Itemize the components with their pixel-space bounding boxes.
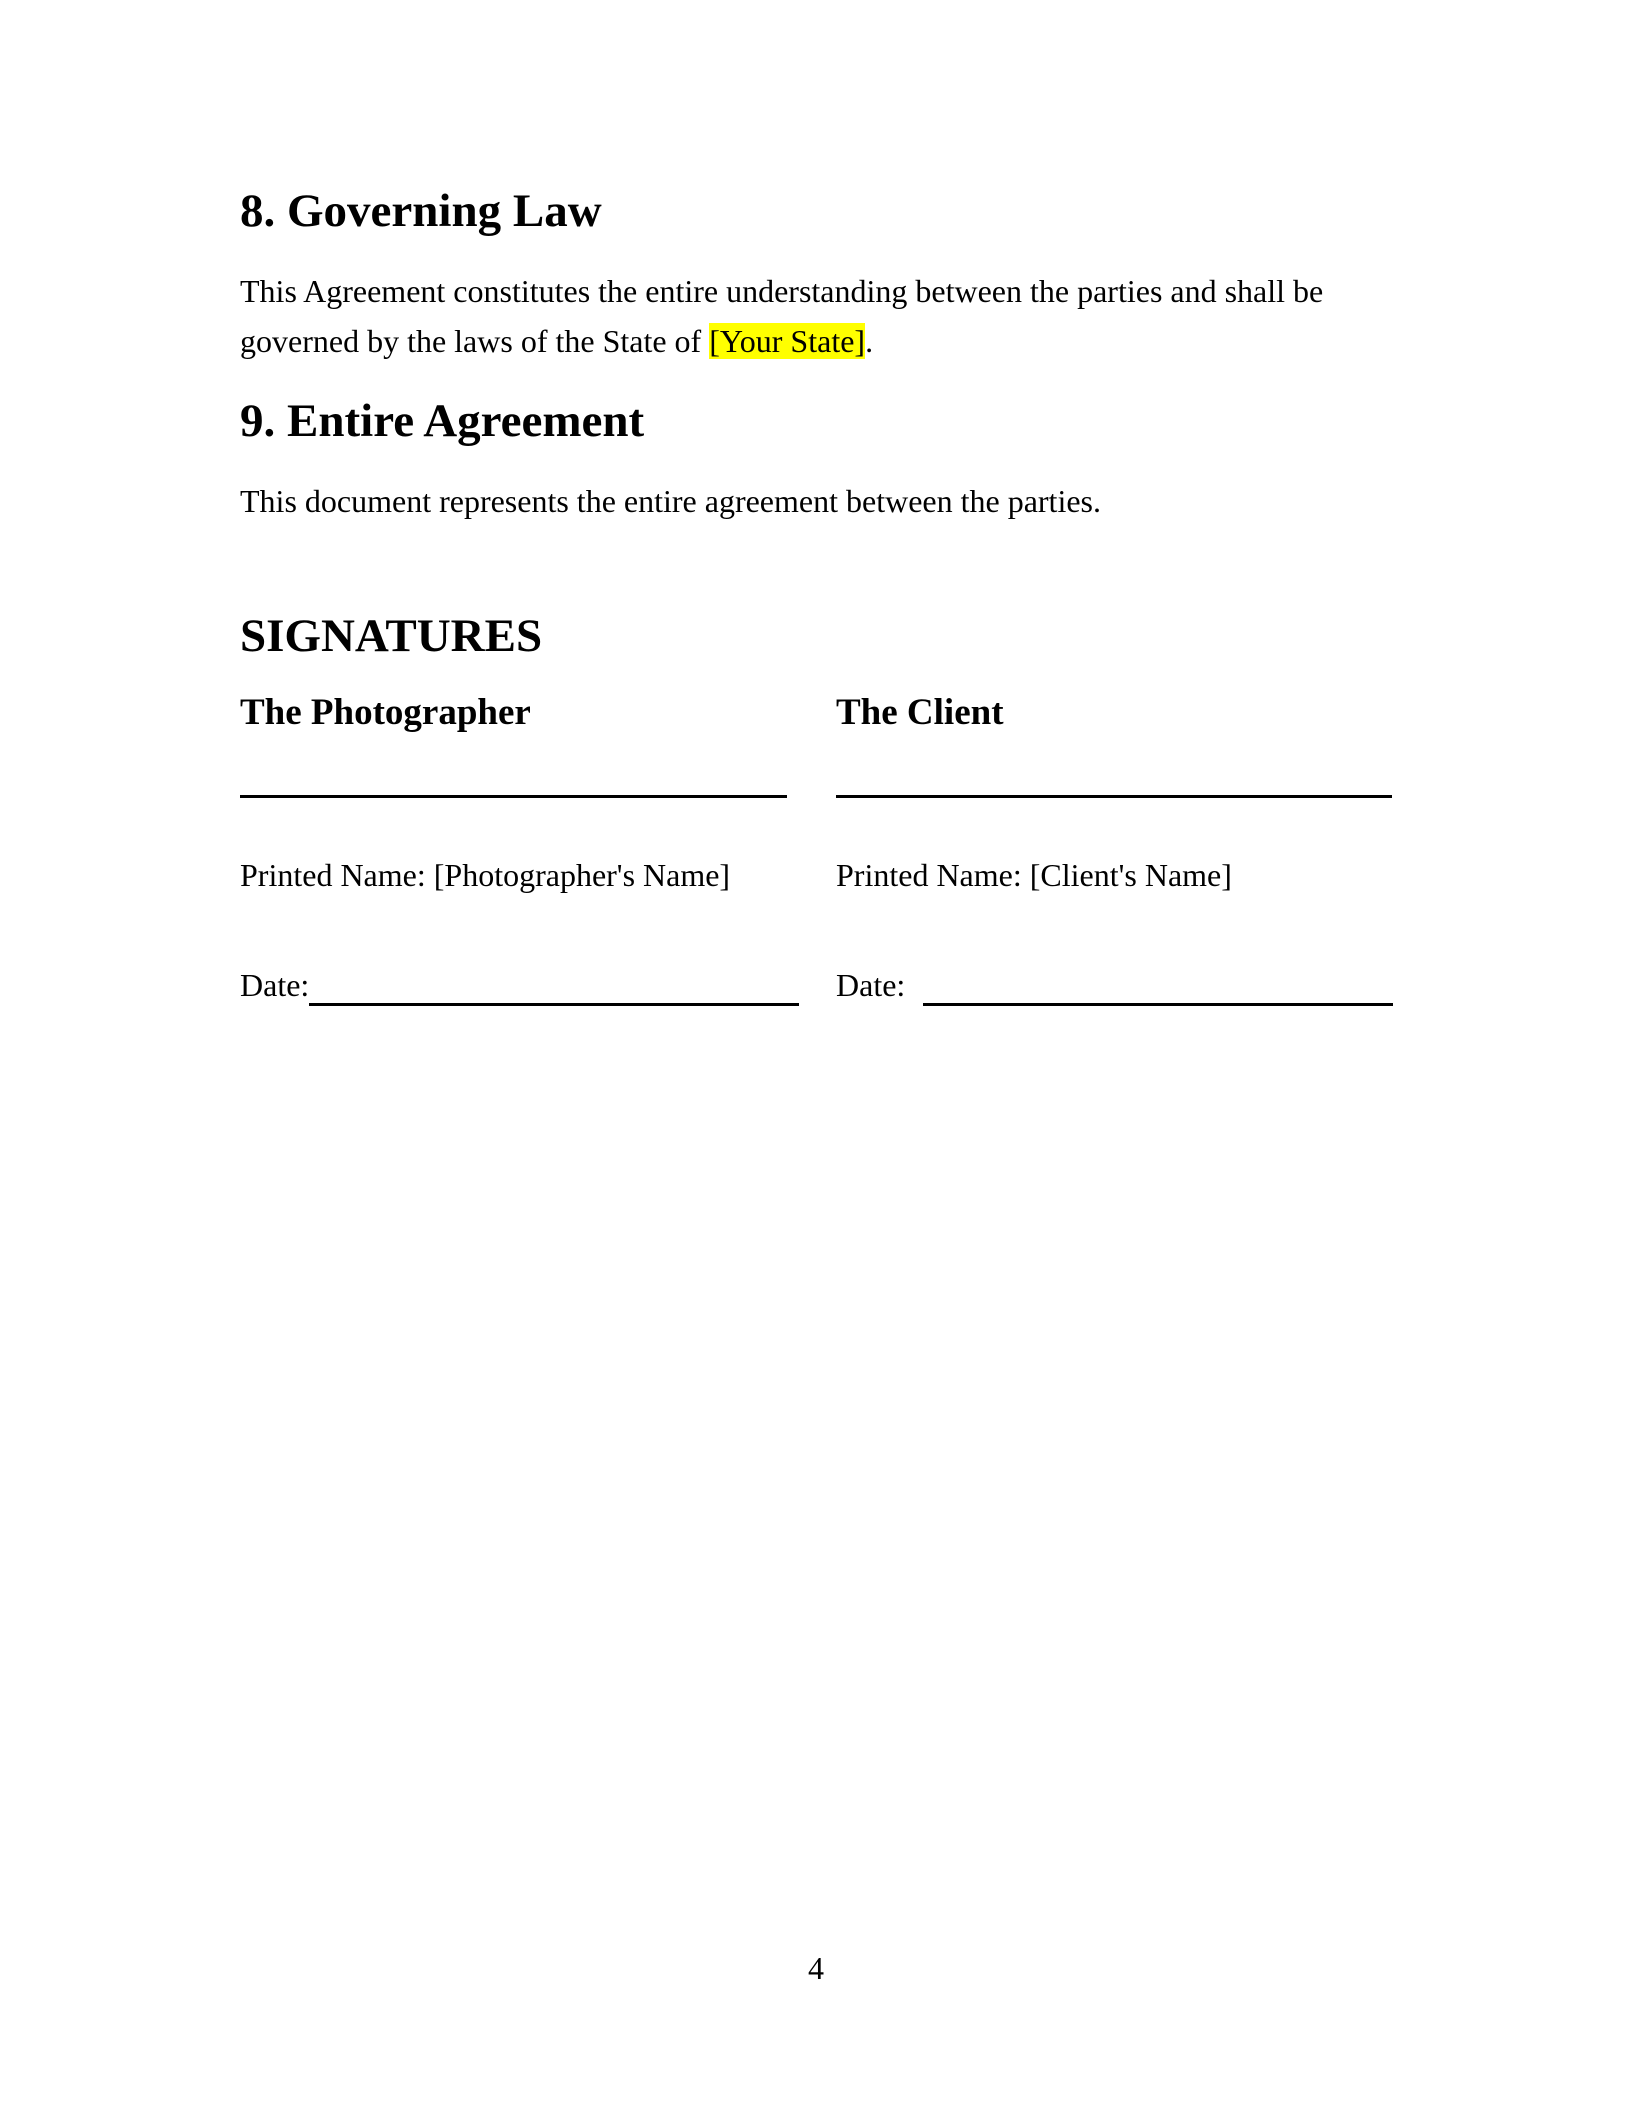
governing-law-text-after: .: [865, 323, 874, 359]
governing-law-heading: 8. Governing Law: [240, 185, 602, 237]
signatures-heading: SIGNATURES: [240, 610, 543, 662]
client-printed-name: Printed Name: [Client's Name]: [836, 857, 1232, 893]
section-entire-agreement: [240, 393, 1392, 526]
signature-grid: [240, 691, 1392, 1010]
page-number: 4: [808, 1950, 824, 1986]
client-date-row: [836, 960, 1392, 1010]
governing-law-text-before: This Agreement constitutes the entire understanding between the parties and shall be governed by the laws of the State of: [240, 273, 1324, 359]
client-date-line: [923, 1003, 1393, 1006]
entire-agreement-paragraph: This document represents the entire agreement between the parties.: [240, 483, 1101, 519]
client-date-label: Date:: [836, 967, 906, 1003]
your-state-highlight: [Your State]: [709, 323, 866, 359]
client-signature-line: [836, 795, 1392, 798]
photographer-signature-line: [240, 795, 787, 798]
client-signature-column: [836, 691, 1392, 1010]
photographer-party-title: The Photographer: [240, 692, 531, 733]
entire-agreement-heading: 9. Entire Agreement: [240, 395, 645, 447]
photographer-date-label: Date:: [240, 967, 310, 1003]
governing-law-paragraph: [240, 266, 1392, 366]
section-signatures: [240, 608, 1392, 1010]
section-governing-law: [240, 183, 1392, 366]
photographer-printed-name: Printed Name: [Photographer's Name]: [240, 857, 731, 893]
client-party-title: The Client: [836, 692, 1004, 733]
page-content: [0, 0, 1632, 1010]
photographer-date-row: [240, 960, 787, 1010]
photographer-date-line: [309, 1003, 799, 1006]
photographer-signature-column: [240, 691, 787, 1010]
